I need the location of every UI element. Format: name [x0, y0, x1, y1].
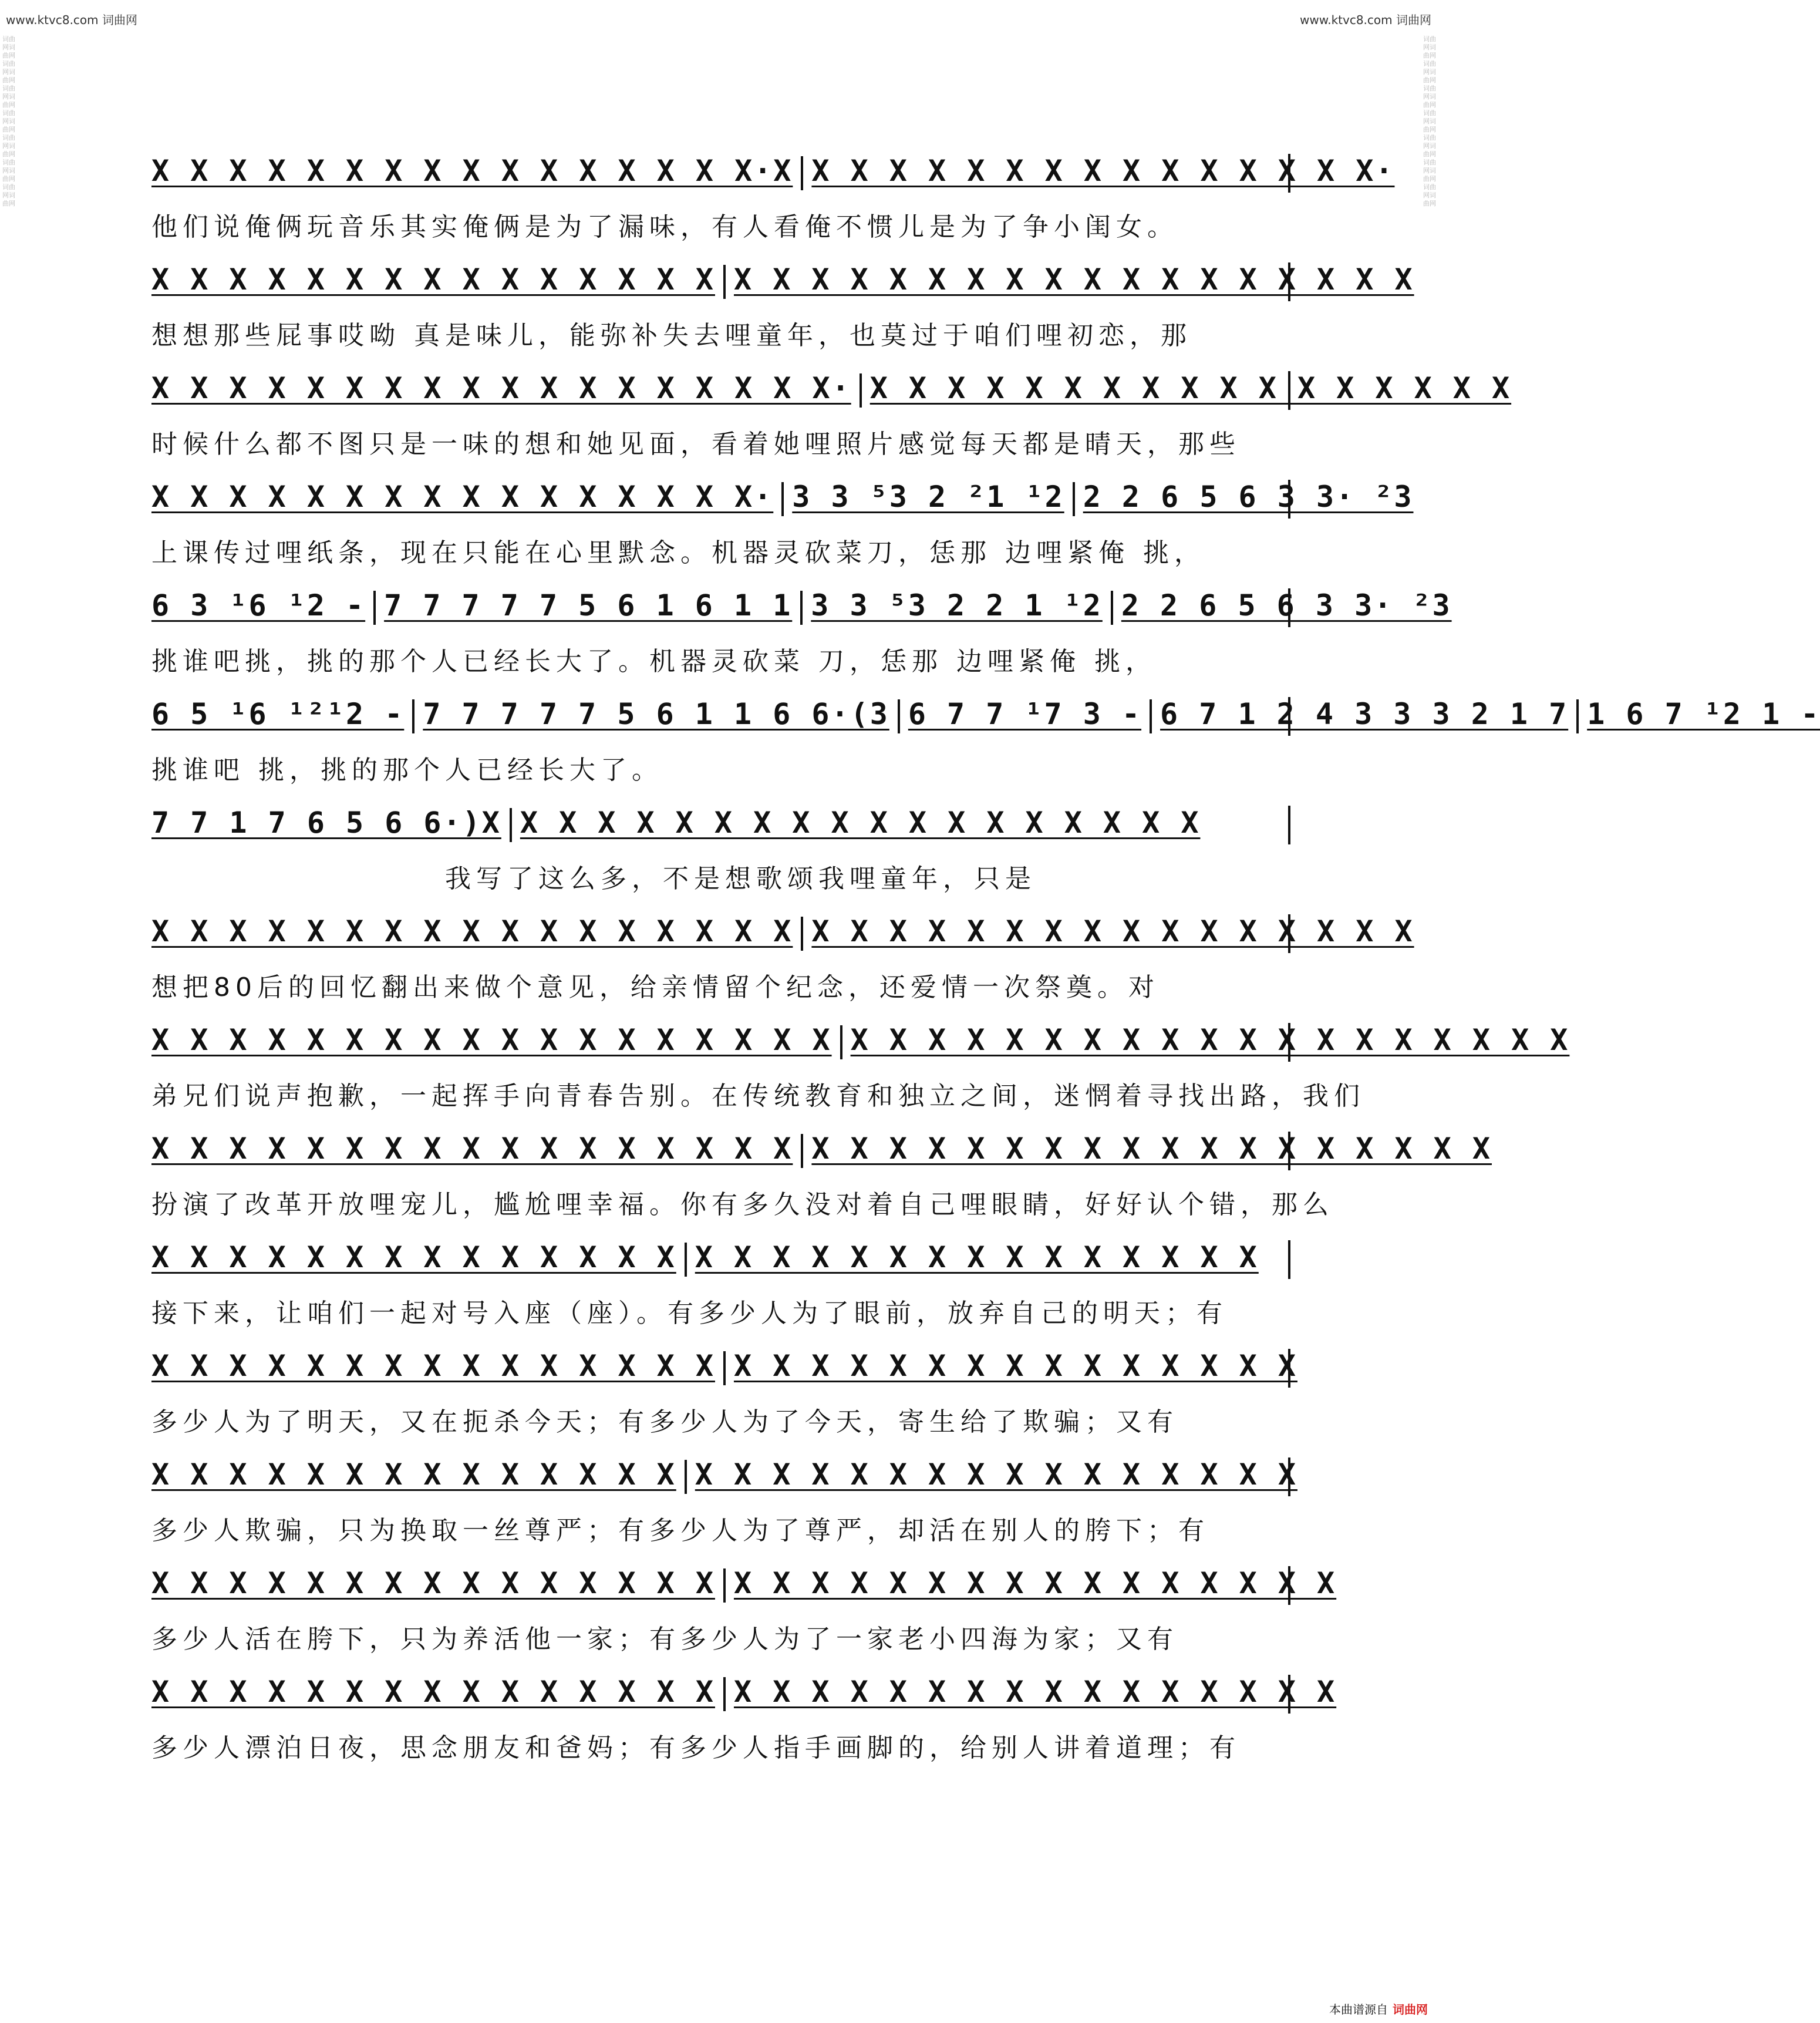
score-system — [151, 473, 1414, 581]
notation-line — [151, 697, 1820, 736]
barline — [1073, 482, 1075, 516]
score-system — [151, 907, 1414, 1016]
lyrics-line: 上课传过哩纸条，现在只能在心里默念。机器灵砍菜刀，恁那 边哩紧俺 挑， — [151, 538, 1205, 568]
lyrics-line: 挑谁吧 挑，挑的那个人已经长大了。 — [151, 755, 663, 785]
barline — [801, 917, 803, 951]
notation-line — [151, 806, 1290, 844]
measure-notes: X X X X X X X X X X X X X X X X X — [869, 371, 1512, 405]
score-system — [151, 1342, 1297, 1450]
barline — [723, 1351, 726, 1385]
footer — [1329, 2000, 1428, 2017]
measure-notes: 6 3 ¹6 ¹2 - — [151, 588, 366, 622]
measure-notes: 7 7 1 7 6 5 6 6·)X — [151, 806, 501, 840]
side-watermark-right: 词曲网词曲网词曲网词曲网词曲网词曲网词曲网词曲网词曲网词曲网词曲网词曲网词曲网词曲网 — [1423, 35, 1436, 207]
measure-notes: X X X X X X X X X X X X X X X X — [695, 1457, 1297, 1492]
measure-notes: X X X X X X X X X X X X X X X X X — [151, 914, 793, 948]
barline — [800, 591, 803, 625]
measure-notes: X X X X X X X X X X X X X X X X X X — [811, 1132, 1492, 1166]
score-system — [151, 147, 1395, 255]
barline — [373, 591, 376, 625]
measure-notes: 6 5 ¹6 ¹²¹2 - — [151, 697, 405, 731]
score-system — [151, 1016, 1570, 1125]
measure-notes: 1 6 7 ¹2 1 - — [1587, 697, 1820, 731]
notation-line — [151, 480, 1414, 519]
measure-notes: X X X X X X X X X X X X X X X — [151, 262, 715, 297]
measure-notes: X X X X X X X X X X X X X X — [151, 1457, 676, 1492]
score-system — [151, 255, 1414, 364]
notation-line — [151, 914, 1414, 953]
measure-notes: X X X X X X X X X X X X X X X X X — [151, 1132, 793, 1166]
measure-notes: X X X X X X X X X X X X X X X X X X — [151, 1023, 832, 1057]
measure-notes: 7 7 7 7 7 5 6 1 6 1 1 — [384, 588, 793, 622]
score-system — [151, 1450, 1297, 1559]
score-system — [151, 1668, 1337, 1776]
measure-notes: X X X X X X X X X X X X X X X X X X — [733, 262, 1414, 297]
lyrics-line: 弟兄们说声抱歉，一起挥手向青春告别。在传统教育和独立之间，迷惘着寻找出路，我们 — [151, 1081, 1365, 1111]
lyrics-line: 多少人为了明天，又在扼杀今天；有多少人为了今天，寄生给了欺骗；又有 — [151, 1407, 1178, 1437]
measure-notes: X X X X X X X X X X X X X X X X X X· — [151, 371, 851, 405]
measure-notes: X X X X X X X X X X X X X X X· — [811, 154, 1395, 188]
lyrics-line: 接下来，让咱们一起对号入座（座）。有多少人为了眼前，放弃自己的明天；有 — [151, 1298, 1228, 1328]
measure-notes: X X X X X X X X X X X X X X X X X X X — [850, 1023, 1570, 1057]
site-header-left: www.ktvc8.com 词曲网 — [6, 13, 138, 27]
barline — [801, 1134, 803, 1168]
score-system — [151, 364, 1512, 473]
notation-line — [151, 1566, 1337, 1605]
measure-notes: X X X X X X X X X X X X X X X — [733, 1349, 1297, 1383]
lyrics-line: 想想那些屁事哎呦 真是味儿，能弥补失去哩童年，也莫过于咱们哩初恋，那 — [151, 321, 1192, 351]
barline — [840, 1025, 842, 1059]
notation-line — [151, 1457, 1297, 1496]
measure-notes: 2 2 6 5 6 3 3· ²3 — [1083, 480, 1414, 514]
barline — [801, 156, 803, 190]
measure-notes: X X X X X X X X X X X X X X X X — [811, 914, 1414, 948]
lyrics-line: 时候什么都不图只是一味的想和她见面，看着她哩照片感觉每天都是晴天，那些 — [151, 429, 1241, 459]
measure-notes: 6 7 1 2 4 3 3 3 2 1 7 — [1160, 697, 1569, 731]
barline — [860, 373, 862, 408]
measure-notes: X X X X X X X X X X X X X X X — [151, 1349, 715, 1383]
notation-line — [151, 1675, 1337, 1714]
lyrics-line: 挑谁吧挑，挑的那个人已经长大了。机器灵砍菜 刀，恁那 边哩紧俺 挑， — [151, 647, 1157, 676]
site-header-right: www.ktvc8.com 词曲网 — [1299, 13, 1431, 27]
measure-notes: X X X X X X X X X X X X X X X — [695, 1240, 1259, 1274]
barline — [510, 808, 512, 842]
lyrics-line: 我写了这么多，不是想歌颂我哩童年，只是 — [445, 864, 1036, 894]
score-system — [151, 799, 1290, 907]
measure-notes: 7 7 7 7 7 5 6 1 1 6 6·(3 — [423, 697, 889, 731]
score-body — [151, 147, 1820, 1776]
measure-notes: X X X X X X X X X X X X X X X X — [733, 1566, 1337, 1600]
barline — [1150, 699, 1152, 733]
lyrics-line: 多少人漂泊日夜，思念朋友和爸妈；有多少人指手画脚的，给别人讲着道理；有 — [151, 1733, 1241, 1763]
barline — [685, 1243, 687, 1277]
notation-line — [151, 154, 1395, 193]
notation-line — [151, 588, 1452, 627]
lyrics-line: 他们说俺俩玩音乐其实俺俩是为了漏味，有人看俺不惯儿是为了争小闺女。 — [151, 212, 1178, 242]
measure-notes: X X X X X X X X X X X X X X X X X X — [520, 806, 1201, 840]
barline — [898, 699, 900, 733]
score-system — [151, 690, 1820, 799]
score-system — [151, 1559, 1337, 1668]
measure-notes: 3 3 ⁵3 2 ²1 ¹2 — [792, 480, 1064, 514]
barline — [685, 1460, 687, 1494]
barline — [1576, 699, 1579, 733]
measure-notes: X X X X X X X X X X X X X X — [151, 1240, 676, 1274]
notation-line — [151, 1349, 1297, 1388]
barline — [781, 482, 784, 516]
barline — [412, 699, 414, 733]
notation-line — [151, 1132, 1492, 1170]
footer-text: 本曲谱源自 — [1329, 2002, 1388, 2017]
lyrics-line: 扮演了改革开放哩宠儿，尴尬哩幸福。你有多久没对着自己哩眼睛，好好认个错，那么 — [151, 1190, 1334, 1220]
lyrics-line: 想把80后的回忆翻出来做个意见，给亲情留个纪念，还爱情一次祭奠。对 — [151, 972, 1160, 1002]
notation-line — [151, 262, 1414, 301]
barline — [1111, 591, 1113, 625]
score-system — [151, 1125, 1492, 1233]
footer-brand: 词曲网 — [1393, 2002, 1428, 2017]
measure-notes: X X X X X X X X X X X X X X X — [151, 1675, 715, 1709]
measure-notes: 6 7 7 ¹7 3 - — [908, 697, 1142, 731]
notation-line — [151, 1240, 1290, 1279]
side-watermark-left: 词曲网词曲网词曲网词曲网词曲网词曲网词曲网词曲网词曲网词曲网词曲网词曲网词曲网词曲网 — [2, 35, 15, 207]
measure-notes: 2 2 6 5 6 3 3· ²3 — [1121, 588, 1452, 622]
measure-notes: X X X X X X X X X X X X X X X — [151, 1566, 715, 1600]
lyrics-line: 多少人活在胯下，只为养活他一家；有多少人为了一家老小四海为家；又有 — [151, 1624, 1178, 1654]
lyrics-line: 多少人欺骗，只为换取一丝尊严；有多少人为了尊严，却活在别人的胯下；有 — [151, 1516, 1209, 1546]
notation-line — [151, 371, 1512, 410]
notation-line — [151, 1023, 1570, 1062]
barline — [723, 1677, 726, 1711]
barline — [723, 1568, 726, 1603]
score-system — [151, 1233, 1290, 1342]
measure-notes: X X X X X X X X X X X X X X X X — [733, 1675, 1337, 1709]
measure-notes: X X X X X X X X X X X X X X X X· — [151, 480, 774, 514]
score-system — [151, 581, 1452, 690]
barline — [723, 265, 726, 299]
measure-notes: 3 3 ⁵3 2 2 1 ¹2 — [811, 588, 1103, 622]
measure-notes: X X X X X X X X X X X X X X X X·X — [151, 154, 793, 188]
